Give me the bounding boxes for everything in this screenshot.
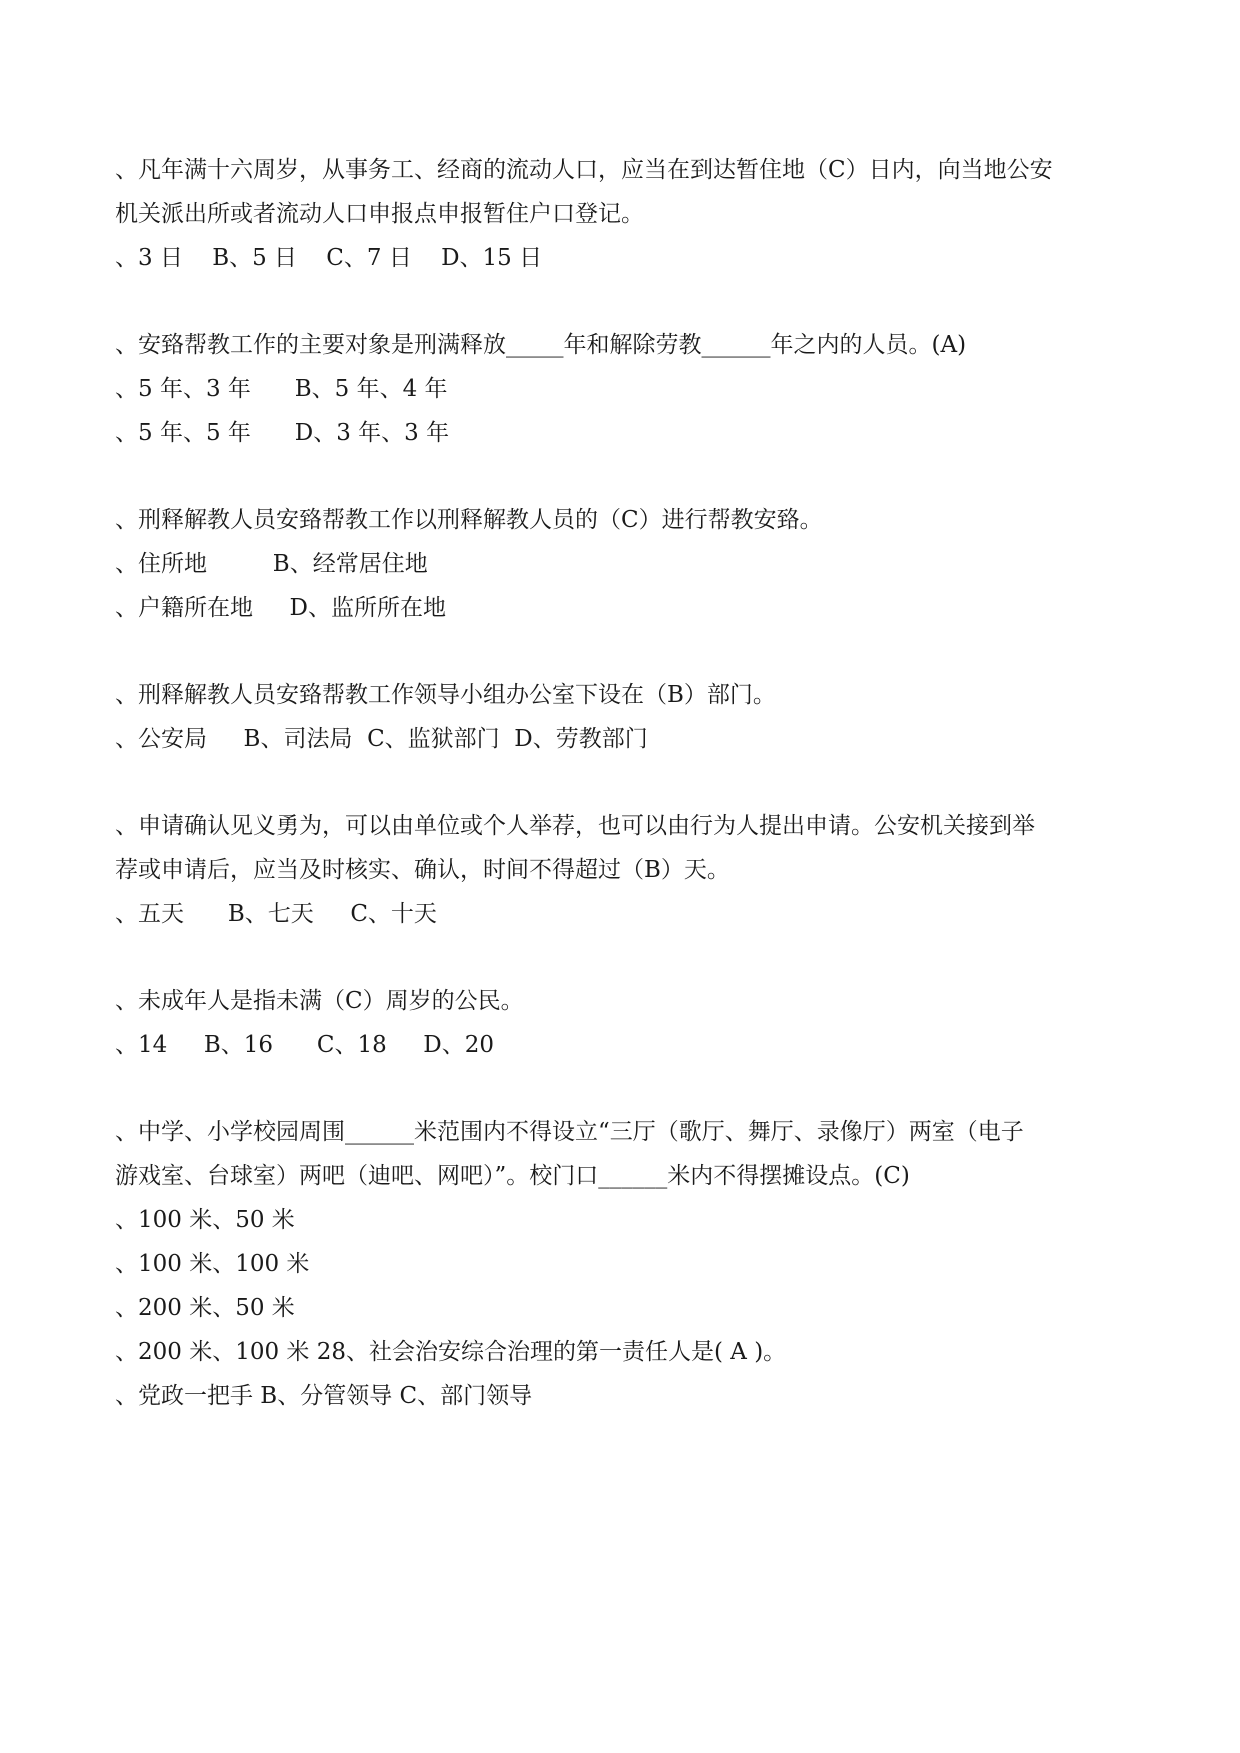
question-text: 、刑释解教人员安臵帮教工作领导小组办公室下设在（B）部门。: [115, 682, 776, 708]
answer-options: 、住所地 B、经常居住地: [115, 551, 428, 577]
question-text: 、安臵帮教工作的主要对象是刑满释放_____年和解除劳教______年之内的人员。(A): [115, 332, 967, 358]
question-text: 、申请确认见义勇为，可以由单位或个人举荐，也可以由行为人提出申请。公安机关接到举: [115, 813, 1035, 839]
question-text: 、刑释解教人员安臵帮教工作以刑释解教人员的（C）进行帮教安臵。: [115, 507, 823, 533]
answer-options: 、200 米、50 米: [115, 1295, 295, 1321]
answer-options: 、党政一把手 B、分管领导 C、部门领导: [115, 1383, 533, 1409]
answer-options: 、五天 B、七天 C、十天: [115, 901, 437, 927]
question-text: 游戏室、台球室）两吧（迪吧、网吧）”。校门口______米内不得摆摊设点。(C): [115, 1163, 910, 1189]
answer-options: 、户籍所在地 D、监所所在地: [115, 595, 446, 621]
answer-options: 、200 米、100 米 28、社会治安综合治理的第一责任人是( A )。: [115, 1339, 787, 1365]
answer-options: 、100 米、100 米: [115, 1251, 310, 1277]
answer-options: 、100 米、50 米: [115, 1207, 295, 1233]
answer-options: 、14 B、16 C、18 D、20: [115, 1032, 494, 1058]
answer-options: 、5 年、3 年 B、5 年、4 年: [115, 376, 448, 402]
question-text: 荐或申请后，应当及时核实、确认，时间不得超过（B）天。: [115, 857, 730, 883]
question-text: 、未成年人是指未满（C）周岁的公民。: [115, 988, 524, 1014]
answer-options: 、3 日 B、5 日 C、7 日 D、15 日: [115, 245, 543, 271]
question-text: 、凡年满十六周岁，从事务工、经商的流动人口，应当在到达暂住地（C）日内，向当地公安: [115, 157, 1053, 183]
answer-options: 、5 年、5 年 D、3 年、3 年: [115, 420, 450, 446]
answer-options: 、公安局 B、司法局 C、监狱部门 D、劳教部门: [115, 726, 648, 752]
question-text: 机关派出所或者流动人口申报点申报暂住户口登记。: [115, 201, 644, 227]
question-text: 、中学、小学校园周围______米范围内不得设立“三厅（歌厅、舞厅、录像厅）两室（电子: [115, 1119, 1024, 1145]
